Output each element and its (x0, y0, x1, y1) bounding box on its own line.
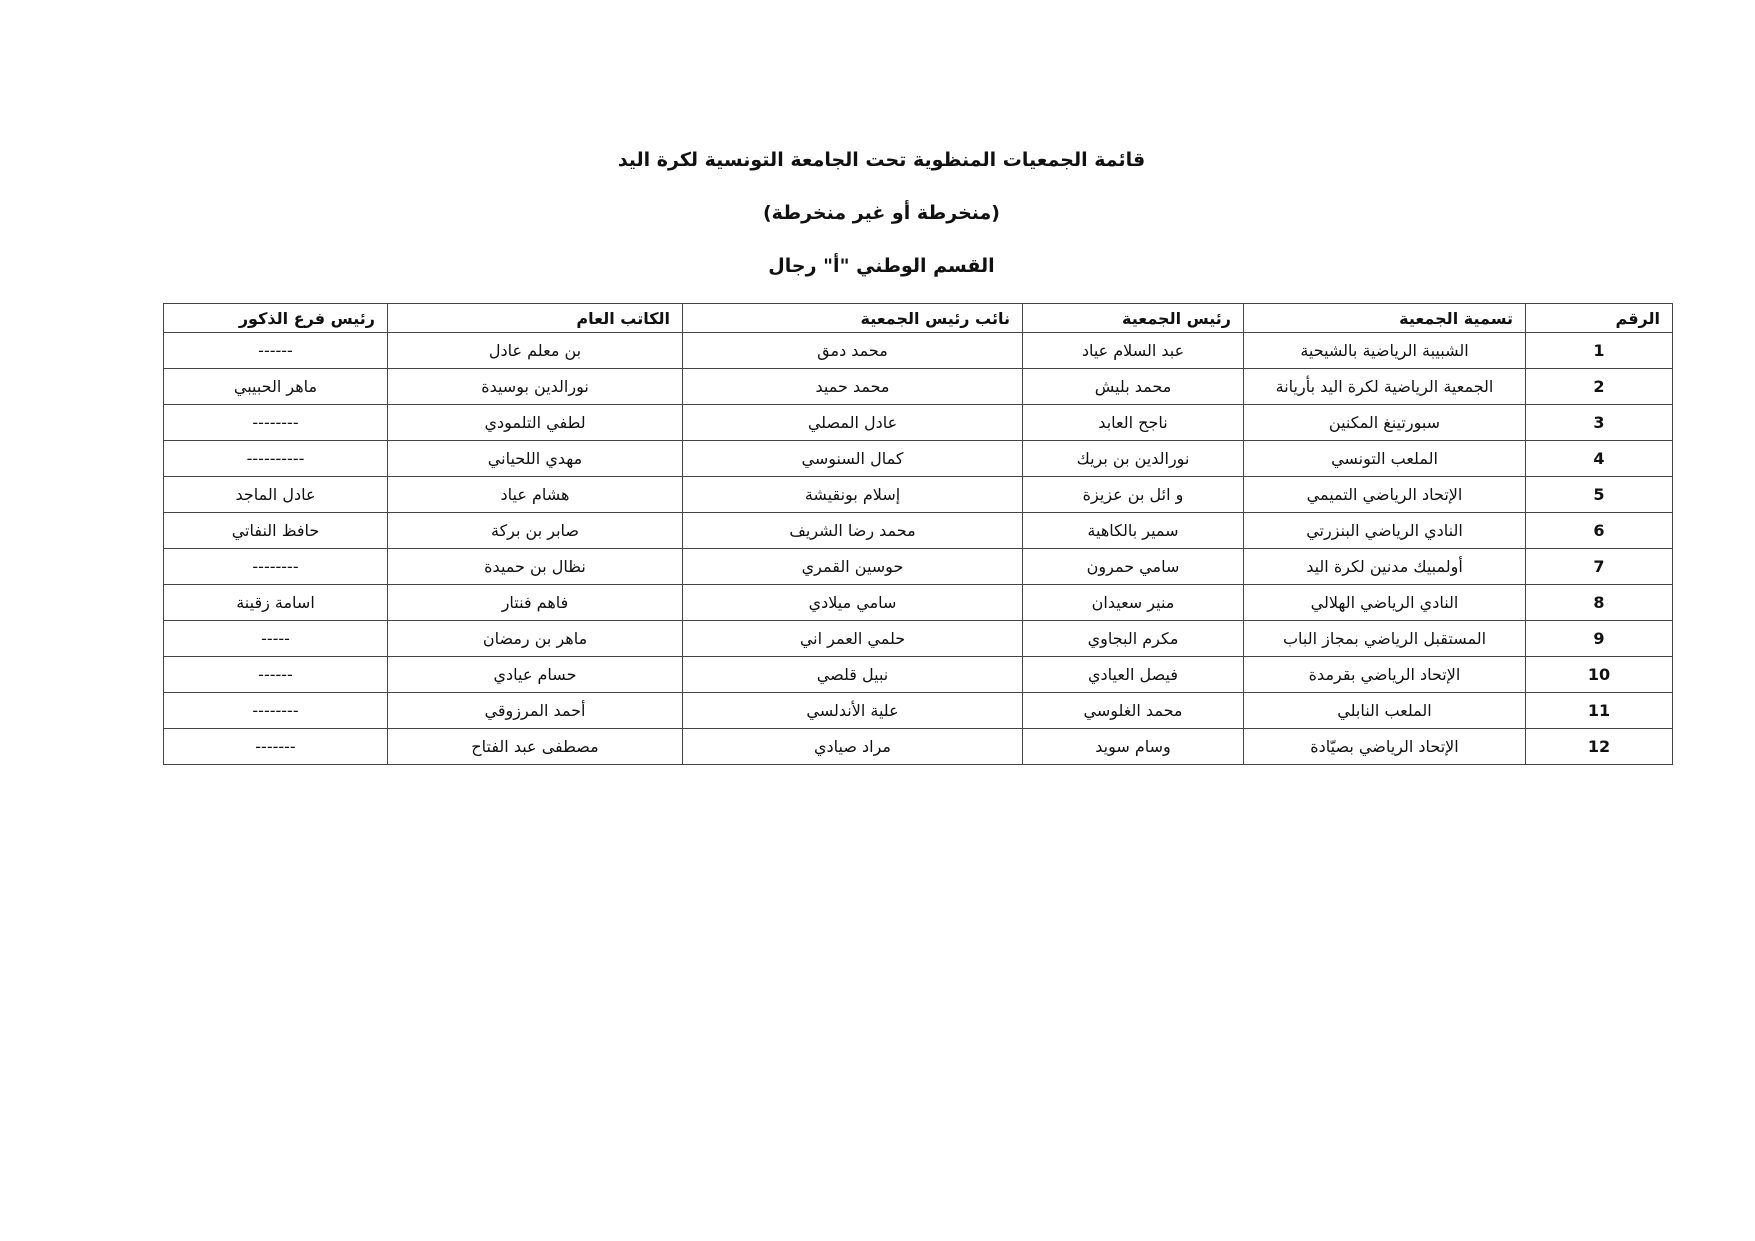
cell-club-name: الإتحاد الرياضي بقرمدة (1244, 657, 1526, 693)
cell-vice-president: محمد حميد (683, 369, 1023, 405)
cell-club-name: الإتحاد الرياضي التميمي (1244, 477, 1526, 513)
cell-vice-president: سامي ميلادي (683, 585, 1023, 621)
cell-club-name: سبورتينغ المكنين (1244, 405, 1526, 441)
table-row (164, 549, 1673, 585)
cell-club-name: الجمعية الرياضية لكرة اليد بأريانة (1244, 369, 1526, 405)
table-row (164, 477, 1673, 513)
cell-vice-president: إسلام بونقيشة (683, 477, 1023, 513)
column-header-secretary-general: الكاتب العام (388, 304, 683, 333)
cell-club-president: نورالدين بن بريك (1023, 441, 1244, 477)
table-row (164, 585, 1673, 621)
cell-club-president: مكرم البجاوي (1023, 621, 1244, 657)
column-header-club-president: رئيس الجمعية (1023, 304, 1244, 333)
cell-vice-president: حلمي العمر اني (683, 621, 1023, 657)
cell-vice-president: عادل المصلي (683, 405, 1023, 441)
table-row (164, 729, 1673, 765)
cell-row-number: 5 (1526, 477, 1673, 513)
cell-row-number: 2 (1526, 369, 1673, 405)
cell-secretary-general: ماهر بن رمضان (388, 621, 683, 657)
cell-row-number: 8 (1526, 585, 1673, 621)
cell-club-president: محمد الغلوسي (1023, 693, 1244, 729)
cell-club-name: أولمبيك مدنين لكرة اليد (1244, 549, 1526, 585)
cell-club-name: الملعب التونسي (1244, 441, 1526, 477)
cell-club-president: عبد السلام عياد (1023, 333, 1244, 369)
cell-secretary-general: بن معلم عادل (388, 333, 683, 369)
cell-row-number: 3 (1526, 405, 1673, 441)
cell-vice-president: محمد رضا الشريف (683, 513, 1023, 549)
cell-men-branch-head: -------- (164, 693, 388, 729)
cell-vice-president: نبيل قلصي (683, 657, 1023, 693)
cell-club-president: فيصل العيادي (1023, 657, 1244, 693)
cell-vice-president: محمد دمق (683, 333, 1023, 369)
cell-row-number: 4 (1526, 441, 1673, 477)
cell-row-number: 10 (1526, 657, 1673, 693)
cell-secretary-general: نورالدين بوسيدة (388, 369, 683, 405)
table-row (164, 369, 1673, 405)
cell-club-name: النادي الرياضي الهلالي (1244, 585, 1526, 621)
table-row (164, 405, 1673, 441)
cell-secretary-general: هشام عياد (388, 477, 683, 513)
cell-men-branch-head: ماهر الحبيبي (164, 369, 388, 405)
cell-men-branch-head: ----- (164, 621, 388, 657)
document-subtitle: (منخرطة أو غير منخرطة) (763, 202, 1000, 224)
cell-row-number: 6 (1526, 513, 1673, 549)
cell-men-branch-head: اسامة زقينة (164, 585, 388, 621)
cell-club-president: منير سعيدان (1023, 585, 1244, 621)
cell-club-president: سامي حمرون (1023, 549, 1244, 585)
table-row (164, 693, 1673, 729)
table-header-row (164, 304, 1673, 333)
cell-secretary-general: مصطفى عبد الفتاح (388, 729, 683, 765)
cell-club-name: النادي الرياضي البنزرتي (1244, 513, 1526, 549)
cell-row-number: 7 (1526, 549, 1673, 585)
cell-vice-president: حوسين القمري (683, 549, 1023, 585)
clubs-table (163, 303, 1673, 765)
cell-secretary-general: حسام عيادي (388, 657, 683, 693)
column-header-row-number: الرقم (1526, 304, 1673, 333)
cell-club-president: و ائل بن عزيزة (1023, 477, 1244, 513)
table-row (164, 513, 1673, 549)
cell-men-branch-head: ------ (164, 333, 388, 369)
cell-row-number: 12 (1526, 729, 1673, 765)
document-title: قائمة الجمعيات المنظوية تحت الجامعة التونسية لكرة اليد (617, 149, 1146, 171)
cell-club-president: محمد بليش (1023, 369, 1244, 405)
cell-secretary-general: لطفي التلمودي (388, 405, 683, 441)
cell-men-branch-head: -------- (164, 549, 388, 585)
cell-club-name: المستقبل الرياضي بمجاز الباب (1244, 621, 1526, 657)
column-header-club-name: تسمية الجمعية (1244, 304, 1526, 333)
cell-vice-president: مراد صيادي (683, 729, 1023, 765)
cell-men-branch-head: -------- (164, 405, 388, 441)
cell-club-name: الملعب النابلي (1244, 693, 1526, 729)
cell-men-branch-head: حافظ النفاتي (164, 513, 388, 549)
table-row (164, 333, 1673, 369)
table-row (164, 441, 1673, 477)
cell-vice-president: كمال السنوسي (683, 441, 1023, 477)
cell-secretary-general: فاهم فنتار (388, 585, 683, 621)
cell-men-branch-head: ---------- (164, 441, 388, 477)
cell-club-president: وسام سويد (1023, 729, 1244, 765)
cell-club-name: الإتحاد الرياضي بصيّادة (1244, 729, 1526, 765)
cell-secretary-general: نظال بن حميدة (388, 549, 683, 585)
column-header-vice-president: نائب رئيس الجمعية (683, 304, 1023, 333)
cell-secretary-general: صابر بن بركة (388, 513, 683, 549)
cell-men-branch-head: ------- (164, 729, 388, 765)
cell-row-number: 11 (1526, 693, 1673, 729)
table-row (164, 621, 1673, 657)
cell-club-president: ناجح العابد (1023, 405, 1244, 441)
table-body (164, 333, 1673, 765)
cell-row-number: 1 (1526, 333, 1673, 369)
cell-men-branch-head: عادل الماجد (164, 477, 388, 513)
division-title: القسم الوطني "أ" رجال (768, 255, 995, 277)
cell-club-name: الشبيبة الرياضية بالشيحية (1244, 333, 1526, 369)
table-row (164, 657, 1673, 693)
cell-secretary-general: مهدي اللحياني (388, 441, 683, 477)
cell-men-branch-head: ------ (164, 657, 388, 693)
cell-secretary-general: أحمد المرزوقي (388, 693, 683, 729)
column-header-men-branch-head: رئيس فرع الذكور (164, 304, 388, 333)
cell-row-number: 9 (1526, 621, 1673, 657)
cell-vice-president: علية الأندلسي (683, 693, 1023, 729)
cell-club-president: سمير بالكاهية (1023, 513, 1244, 549)
